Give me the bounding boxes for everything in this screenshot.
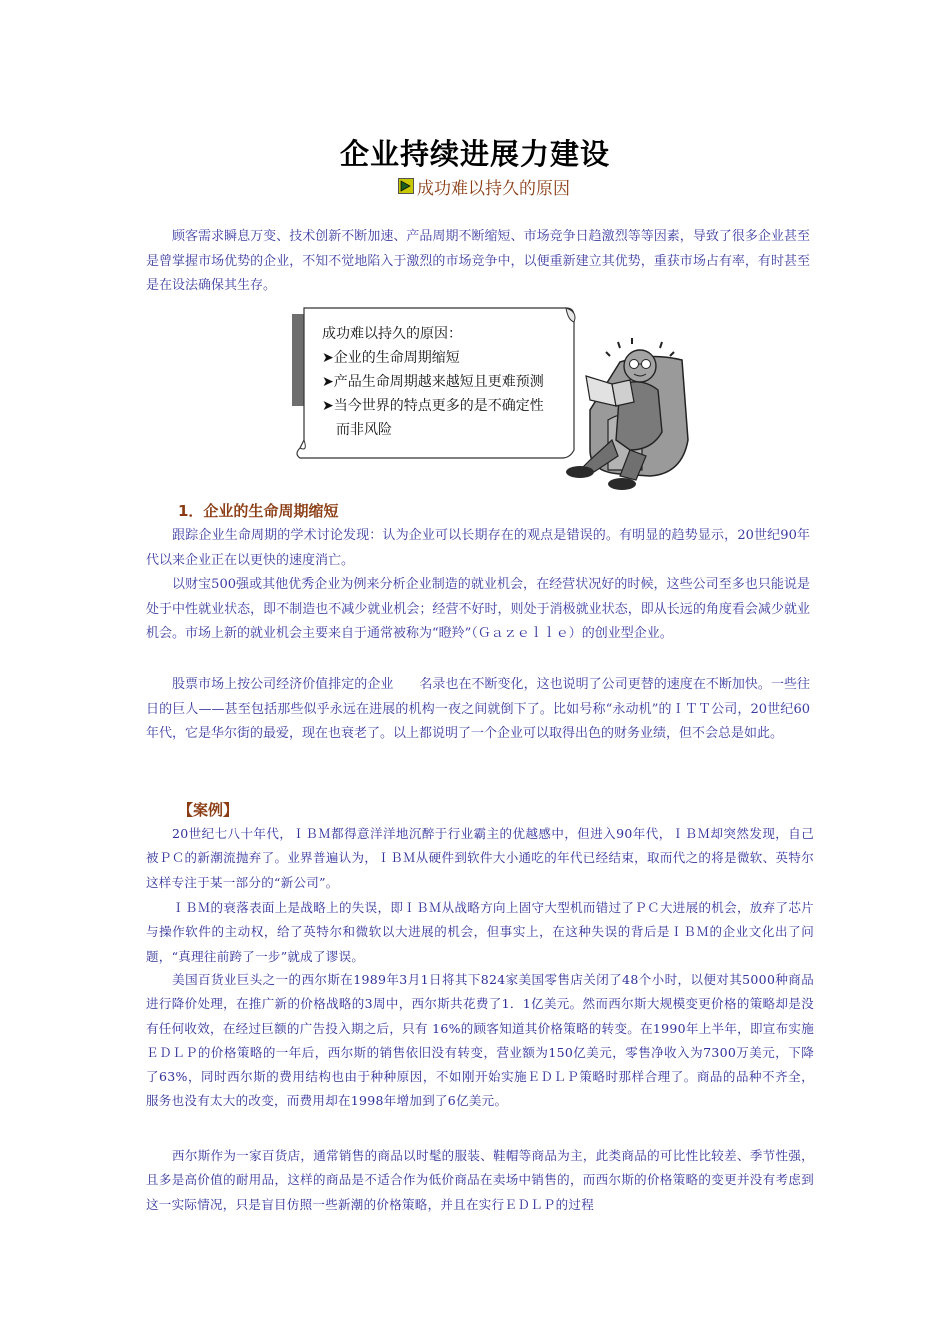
section-heading: 1．企业的生命周期缩短 [178,502,339,520]
intro-paragraph: 顾客需求瞬息万变、技术创新不断加速、产品周期不断缩短、市场竞争日趋激烈等等因素，导致了很多企业甚至是曾掌握市场优势的企业，不知不觉地陷入于激烈的市场竞争中，以便重新建立其优势，重获市场占有率，有时甚至是在设法确保其生存。 [146,229,810,293]
section-paragraph: 以财宝500强或其他优秀企业为例来分析企业制造的就业机会，在经营状况好的时候，这些公司至多也只能说是处于中性就业状态，即不制造也不减少就业机会；经营不好时，则处于消极就业状态，即从长远的角度看会减少就业机会。市场上新的就业机会主要来自于通常被称为“瞪羚”（Ｇａｚｅｌｌｅ）的创业型企业。 [146,577,810,641]
case-paragraph: 美国百货业巨头之一的西尔斯在1989年3月1日将其下824家美国零售店关闭了48个小时，以便对其5000种商品进行降价处理，在推广新的价格战略的3周中，西尔斯共花费了1．1亿美元。然而西尔斯大规模变更价格的策略却是没有任何收效，在经过巨额的广告投入期之后，只有 16%的顾客知道其价格策略的转变。在1990年上半年，即宣布实施ＥＤＬＰ的价格策略的一年后，西尔斯的销售依旧没有转变，营业额为150亿美元，零售净收入为7300万美元，下降了63%，同时西尔斯的费用结构也由于种种原因，不如刚开始实施ＥＤＬＰ策略时那样合理了。商品的品种不齐全，服务也没有太大的改变，而费用却在1998年增加到了6亿美元。 [146,972,814,1109]
section-paragraph: 股票市场上按公司经济价值排定的企业 名录也在不断变化，这也说明了公司更替的速度在不断加快。一些往日的巨人——甚至包括那些似乎永远在进展的机构一夜之间就倒下了。比如号称“永动机”的ＩＴＴ公司，20世纪60年代，它是华尔街的最爱，现在也衰老了。以上都说明了一个企业可以取得出色的财务业绩，但不会总是如此。 [146,677,810,741]
reasons-list [322,322,572,442]
bullet-arrow-icon [398,178,414,194]
case-heading: 【案例】 [178,801,239,819]
page-title: 企业持续进展力建设 [339,137,610,171]
case-paragraph: 20世纪七八十年代，ＩＢＭ都得意洋洋地沉醉于行业霸主的优越感中，但进入90年代，ＩＢＭ却突然发现，自己被ＰＣ的新潮流抛弃了。业界普遍认为，ＩＢＭ从硬件到软件大小通吃的年代已经结束，取而代之的将是微软、英特尔这样专注于某一部分的“新公司”。 [146,826,814,890]
subtitle-row [398,174,570,198]
section-paragraph: 跟踪企业生命周期的学术讨论发现：认为企业可以长期存在的观点是错误的。有明显的趋势显示，20世纪90年代以来企业正在以更快的速度消亡。 [146,528,810,568]
subtitle-text: 成功难以持久的原因 [417,178,570,199]
case-paragraph: ＩＢＭ的衰落表面上是战略上的失误，即ＩＢＭ从战略方向上固守大型机而错过了ＰＣ大进展的机会，放弃了芯片与操作软件的主动权，给了英特尔和微软以大进展的机会，但事实上，在这种失误的背后是ＩＢＭ的企业文化出了问题，“真理往前跨了一步”就成了谬误。 [146,900,814,964]
reason-item: ➤产品生命周期越来越短且更难预测 [322,374,544,390]
reason-item: ➤企业的生命周期缩短 [322,350,460,366]
reason-item: ➤当今世界的特点更多的是不确定性 [322,398,544,414]
case-paragraph: 西尔斯作为一家百货店，通常销售的商品以时髦的服装、鞋帽等商品为主，此类商品的可比性比较差、季节性强，且多是高价值的耐用品，这样的商品是不适合作为低价商品在卖场中销售的，而西尔斯的价格策略的变更并没有考虑到这一实际情况，只是盲目仿照一些新潮的价格策略，并且在实行ＥＤＬＰ的过程 [146,1148,814,1212]
reasons-title: 成功难以持久的原因： [322,326,462,342]
reason-item-continuation: 而非风险 [336,422,392,438]
